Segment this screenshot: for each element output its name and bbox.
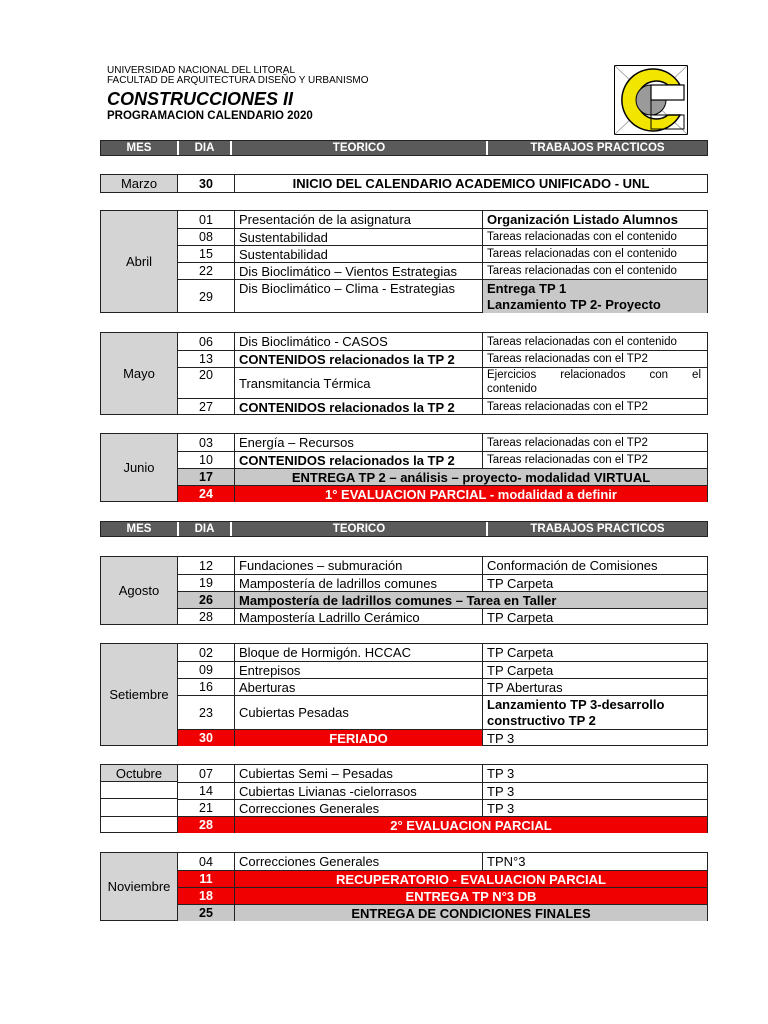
day-cell: 10 <box>178 452 235 468</box>
table-row <box>178 591 707 608</box>
tp-cell: Tareas relacionadas con el contenido <box>487 248 677 260</box>
merged-cell: ENTREGA DE CONDICIONES FINALES <box>351 905 591 921</box>
tp-cell: Tareas relacionadas con el TP2 <box>487 401 648 413</box>
month-label: Abril <box>101 211 178 312</box>
teorico-cell: CONTENIDOS relacionados la TP 2 <box>235 452 483 468</box>
table-row <box>178 644 707 661</box>
table-row <box>178 245 707 262</box>
tp-cell: TPN°3 <box>487 854 526 869</box>
table-row <box>178 211 707 228</box>
table-row <box>178 799 707 816</box>
col-dia: DIA <box>179 141 232 155</box>
day-cell: 12 <box>178 557 235 574</box>
teorico-cell: CONTENIDOS relacionados la TP 2 <box>235 399 483 415</box>
teorico-cell: CONTENIDOS relacionados la TP 2 <box>235 351 483 367</box>
day-cell: 21 <box>178 800 235 816</box>
block-junio <box>100 433 708 502</box>
teorico-cell: Dis Bioclimático – Clima - Estrategias <box>235 280 483 313</box>
table-row <box>178 729 707 746</box>
day-cell: 03 <box>178 434 235 451</box>
table-row <box>178 367 707 398</box>
table-row <box>178 485 707 502</box>
table-row <box>178 904 707 921</box>
day-cell: 25 <box>178 905 235 921</box>
teorico-cell: Entrepisos <box>235 662 483 678</box>
tp-cell <box>483 368 707 398</box>
block-abril <box>100 210 708 313</box>
column-header-row <box>100 140 708 156</box>
teorico-cell: Mampostería de ladrillos comunes <box>235 575 483 591</box>
day-cell: 18 <box>178 888 235 904</box>
teorico-cell: Bloque de Hormigón. HCCAC <box>235 644 483 661</box>
tp-line: constructivo TP 2 <box>487 712 596 728</box>
day-cell: 28 <box>178 817 235 833</box>
merged-cell: 1° EVALUACION PARCIAL - modalidad a definir <box>325 486 617 502</box>
day-cell: 17 <box>178 469 235 485</box>
day-cell: 16 <box>178 679 235 695</box>
faculty-logo-icon <box>614 65 688 135</box>
merged-cell: ENTREGA TP N°3 DB <box>405 888 537 904</box>
teorico-cell: Correcciones Generales <box>235 800 483 816</box>
tp-line: Entrega TP 1 <box>487 280 567 296</box>
tp-cell: Organización Listado Alumnos <box>487 212 678 227</box>
tp-cell: TP Carpeta <box>487 662 554 678</box>
col-mes: MES <box>101 522 179 536</box>
day-cell: 11 <box>178 871 235 887</box>
teorico-cell: FERIADO <box>235 730 483 746</box>
merged-cell: Mampostería de ladrillos comunes – Tarea en Taller <box>239 592 557 608</box>
month-label: Octubre <box>101 765 178 782</box>
empty-month-cell <box>101 782 178 799</box>
col-trabajos-practicos: TRABAJOS PRACTICOS <box>488 141 707 155</box>
tp-cell <box>483 696 707 729</box>
day-cell: 19 <box>178 575 235 591</box>
tp-cell: Tareas relacionadas con el TP2 <box>487 353 648 365</box>
table-row <box>178 228 707 245</box>
merged-cell: INICIO DEL CALENDARIO ACADEMICO UNIFICADO - UNL <box>292 176 650 191</box>
day-cell: 20 <box>178 368 235 398</box>
tp-cell: TP 3 <box>487 800 515 816</box>
table-row <box>178 574 707 591</box>
tp-line: Lanzamiento TP 3-desarrollo <box>487 696 665 712</box>
teorico-cell: Correcciones Generales <box>235 853 483 870</box>
tp-cell: TP Carpeta <box>487 645 554 660</box>
month-label: Setiembre <box>101 644 178 745</box>
teorico-cell: Sustentabilidad <box>235 246 483 262</box>
day-cell: 02 <box>178 644 235 661</box>
col-trabajos-practicos: TRABAJOS PRACTICOS <box>488 522 707 536</box>
teorico-cell: Aberturas <box>235 679 483 695</box>
table-row <box>178 853 707 870</box>
teorico-cell: Sustentabilidad <box>235 229 483 245</box>
merged-cell: 2° EVALUACION PARCIAL <box>235 817 707 833</box>
table-row <box>178 782 707 799</box>
page-subtitle: PROGRAMACION CALENDARIO 2020 <box>107 110 313 122</box>
tp-cell: Tareas relacionadas con el contenido <box>487 231 677 243</box>
tp-cell: TP 3 <box>487 766 515 781</box>
table-row <box>178 695 707 729</box>
tp-line: Ejercicios relacionados con el <box>487 369 701 381</box>
table-row <box>178 678 707 695</box>
day-cell: 15 <box>178 246 235 262</box>
table-row <box>178 350 707 367</box>
teorico-cell: Fundaciones – submuración <box>235 557 483 574</box>
tp-cell: Tareas relacionadas con el contenido <box>487 265 677 277</box>
day-cell: 01 <box>178 211 235 228</box>
day-cell: 06 <box>178 333 235 350</box>
table-row <box>178 468 707 485</box>
table-row <box>178 870 707 887</box>
table-row <box>178 333 707 350</box>
block-agosto <box>100 556 708 625</box>
merged-cell: RECUPERATORIO - EVALUACION PARCIAL <box>336 871 606 887</box>
tp-cell: Tareas relacionadas con el contenido <box>487 335 677 348</box>
teorico-cell: Transmitancia Térmica <box>235 368 483 398</box>
teorico-cell: Dis Bioclimático – Vientos Estrategias <box>235 263 483 279</box>
teorico-cell: Energía – Recursos <box>235 434 483 451</box>
table-row <box>178 661 707 678</box>
column-header-row <box>100 521 708 537</box>
month-label: Noviembre <box>101 853 178 920</box>
merged-cell: ENTREGA TP 2 – análisis – proyecto- modalidad VIRTUAL <box>291 469 651 485</box>
table-row <box>178 279 707 313</box>
course-title: CONSTRUCCIONES II <box>107 89 294 109</box>
block-marzo <box>100 174 708 193</box>
col-mes: MES <box>101 141 179 155</box>
teorico-cell: Mampostería Ladrillo Cerámico <box>235 609 483 625</box>
day-cell: 27 <box>178 399 235 415</box>
day-cell: 22 <box>178 263 235 279</box>
block-noviembre <box>100 852 708 921</box>
faculty-name: FACULTAD DE ARQUITECTURA DISEÑO Y URBANISMO <box>107 75 369 86</box>
day-cell: 23 <box>178 696 235 729</box>
tp-cell: Tareas relacionadas con el TP2 <box>487 454 648 466</box>
empty-month-cell <box>101 817 178 833</box>
table-row <box>178 765 707 782</box>
day-cell: 30 <box>178 175 235 192</box>
block-octubre <box>100 764 708 833</box>
tp-line: contenido <box>487 383 537 395</box>
tp-line: Lanzamiento TP 2- Proyecto <box>487 296 661 312</box>
day-cell: 14 <box>178 783 235 799</box>
day-cell: 08 <box>178 229 235 245</box>
table-row <box>178 262 707 279</box>
table-row <box>178 398 707 415</box>
col-dia: DIA <box>179 522 232 536</box>
empty-month-cell <box>101 799 178 816</box>
day-cell: 26 <box>178 592 235 608</box>
tp-cell: TP Aberturas <box>487 679 563 695</box>
day-cell: 29 <box>178 280 235 313</box>
month-label: Agosto <box>101 557 178 624</box>
table-row <box>101 816 707 833</box>
month-label: Marzo <box>101 175 178 192</box>
tp-cell: TP Carpeta <box>487 609 554 625</box>
table-row <box>178 434 707 451</box>
table-row <box>178 175 707 192</box>
day-cell: 30 <box>178 730 235 746</box>
table-row <box>178 451 707 468</box>
month-label: Mayo <box>101 333 178 414</box>
tp-cell: TP 3 <box>487 783 515 799</box>
teorico-cell: Cubiertas Livianas -cielorrasos <box>235 783 483 799</box>
table-row <box>178 887 707 904</box>
teorico-cell: Cubiertas Pesadas <box>235 696 483 729</box>
day-cell: 04 <box>178 853 235 870</box>
university-name: UNIVERSIDAD NACIONAL DEL LITORAL <box>107 65 296 76</box>
tp-cell: Tareas relacionadas con el TP2 <box>487 436 648 449</box>
col-teorico: TEORICO <box>232 522 488 536</box>
day-cell: 13 <box>178 351 235 367</box>
teorico-cell: Cubiertas Semi – Pesadas <box>235 765 483 782</box>
tp-cell: Conformación de Comisiones <box>487 558 658 573</box>
block-setiembre <box>100 643 708 746</box>
day-cell: 07 <box>178 765 235 782</box>
day-cell: 24 <box>178 486 235 502</box>
teorico-cell: Dis Bioclimático - CASOS <box>235 333 483 350</box>
day-cell: 09 <box>178 662 235 678</box>
table-row <box>178 608 707 625</box>
tp-cell <box>483 280 707 313</box>
month-label: Junio <box>101 434 178 501</box>
teorico-cell: Presentación de la asignatura <box>235 211 483 228</box>
tp-cell: TP Carpeta <box>487 575 554 591</box>
tp-cell: TP 3 <box>487 730 515 746</box>
day-cell: 28 <box>178 609 235 625</box>
col-teorico: TEORICO <box>232 141 488 155</box>
table-row <box>178 557 707 574</box>
block-mayo <box>100 332 708 415</box>
